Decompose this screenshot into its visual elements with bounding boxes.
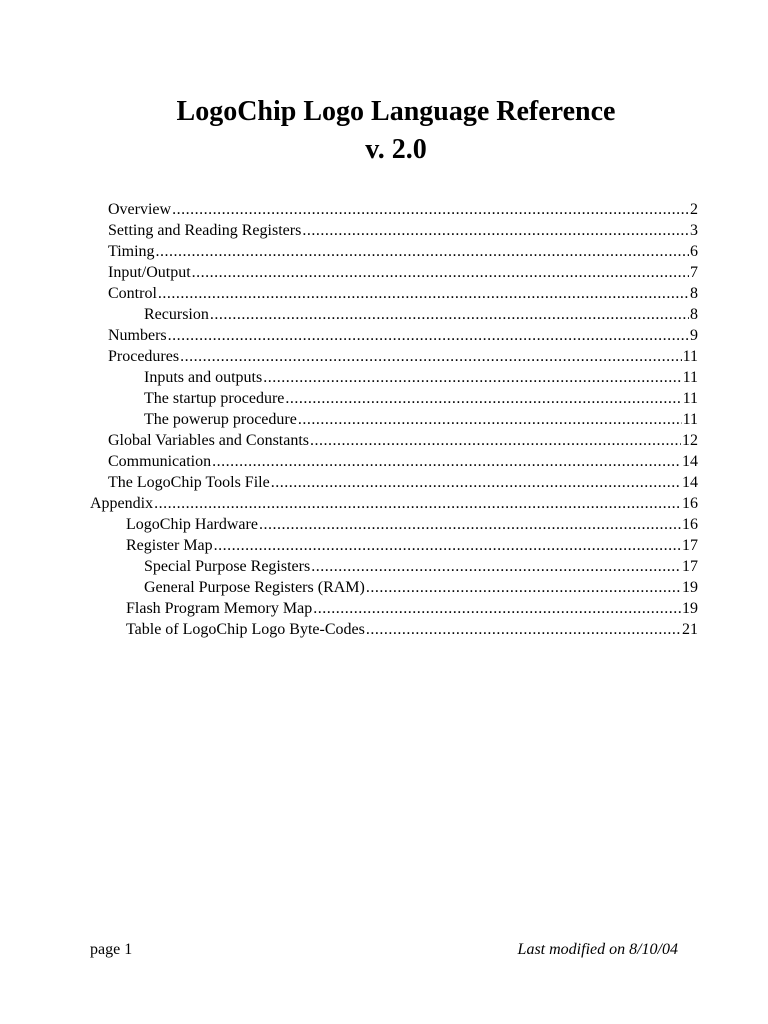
toc-leader — [210, 305, 689, 325]
toc-entry-page: 11 — [682, 369, 698, 386]
toc-leader — [214, 536, 681, 556]
last-modified: Last modified on 8/10/04 — [517, 941, 678, 958]
toc-entry-page: 8 — [690, 306, 698, 323]
toc-leader — [180, 347, 682, 367]
toc-entry-label: Numbers — [108, 327, 167, 344]
toc-entry-registers[interactable] — [108, 221, 698, 241]
toc-entry-hardware[interactable] — [126, 515, 698, 535]
toc-entry-label: Appendix — [90, 495, 154, 512]
toc-entry-register-map[interactable] — [126, 536, 698, 556]
toc-leader — [158, 284, 689, 304]
toc-entry-page: 19 — [682, 600, 698, 617]
toc-entry-tools-file[interactable] — [108, 473, 698, 493]
toc-entry-page: 21 — [682, 621, 698, 638]
toc-entry-label: Table of LogoChip Logo Byte-Codes — [126, 621, 365, 638]
toc-leader — [366, 620, 681, 640]
toc-leader — [313, 599, 681, 619]
toc-entry-page: 17 — [682, 537, 698, 554]
toc-entry-page: 17 — [682, 558, 698, 575]
toc-entry-label: Overview — [108, 201, 172, 218]
toc-entry-startup-procedure[interactable] — [144, 389, 698, 409]
toc-entry-page: 11 — [682, 390, 698, 407]
toc-leader — [212, 452, 681, 472]
toc-entry-input-output[interactable] — [108, 263, 698, 283]
toc-entry-label: Procedures — [108, 348, 180, 365]
toc-entry-general-registers[interactable] — [144, 578, 698, 598]
toc-entry-powerup-procedure[interactable] — [144, 410, 698, 430]
toc-entry-page: 8 — [690, 285, 698, 302]
toc-entry-label: The startup procedure — [144, 390, 285, 407]
toc-entry-label: The powerup procedure — [144, 411, 297, 428]
toc-entry-page: 19 — [682, 579, 698, 596]
toc-leader — [310, 431, 681, 451]
toc-entry-label: Register Map — [126, 537, 213, 554]
toc-entry-page: 9 — [690, 327, 698, 344]
toc-entry-page: 12 — [682, 432, 698, 449]
toc-entry-page: 16 — [682, 495, 698, 512]
toc-entry-page: 14 — [682, 453, 698, 470]
toc-entry-special-registers[interactable] — [144, 557, 698, 577]
toc-entry-label: Inputs and outputs — [144, 369, 263, 386]
toc-entry-label: Special Purpose Registers — [144, 558, 311, 575]
toc-entry-page: 7 — [690, 264, 698, 281]
toc-entry-overview[interactable] — [108, 200, 698, 220]
toc-entry-page: 14 — [682, 474, 698, 491]
toc-leader — [154, 494, 681, 514]
toc-leader — [192, 263, 689, 283]
toc-entry-byte-codes[interactable] — [126, 620, 698, 640]
toc-leader — [156, 242, 689, 262]
toc-leader — [285, 389, 681, 409]
toc-entry-control[interactable] — [108, 284, 698, 304]
document-version: v. 2.0 — [365, 134, 427, 165]
toc-entry-label: The LogoChip Tools File — [108, 474, 270, 491]
toc-entry-label: Recursion — [144, 306, 209, 323]
toc-entry-page: 11 — [682, 348, 698, 365]
toc-entry-flash-memory-map[interactable] — [126, 599, 698, 619]
toc-entry-label: Control — [108, 285, 157, 302]
toc-entry-label: Input/Output — [108, 264, 191, 281]
toc-entry-label: LogoChip Hardware — [126, 516, 258, 533]
toc-entry-label: Communication — [108, 453, 212, 470]
toc-entry-page: 3 — [690, 222, 698, 239]
toc-entry-numbers[interactable] — [108, 326, 698, 346]
document-title: LogoChip Logo Language Reference — [176, 96, 616, 127]
toc-leader — [168, 326, 689, 346]
toc-entry-label: Flash Program Memory Map — [126, 600, 313, 617]
toc-entry-label: Timing — [108, 243, 155, 260]
toc-entry-communication[interactable] — [108, 452, 698, 472]
toc-entry-global-variables[interactable] — [108, 431, 698, 451]
page-number: page 1 — [90, 941, 133, 958]
toc-entry-timing[interactable] — [108, 242, 698, 262]
toc-entry-page: 11 — [682, 411, 698, 428]
toc-leader — [271, 473, 681, 493]
toc-entry-inputs-outputs[interactable] — [144, 368, 698, 388]
toc-entry-page: 16 — [682, 516, 698, 533]
toc-entry-appendix[interactable] — [90, 494, 698, 514]
toc-entry-label: Global Variables and Constants — [108, 432, 310, 449]
toc-leader — [298, 410, 682, 430]
toc-leader — [263, 368, 681, 388]
toc-leader — [366, 578, 681, 598]
toc-entry-procedures[interactable] — [108, 347, 698, 367]
toc-entry-page: 2 — [690, 201, 698, 218]
toc-leader — [311, 557, 681, 577]
toc-entry-recursion[interactable] — [144, 305, 698, 325]
toc-leader — [172, 200, 689, 220]
toc-entry-page: 6 — [690, 243, 698, 260]
toc-entry-label: General Purpose Registers (RAM) — [144, 579, 365, 596]
toc-entry-label: Setting and Reading Registers — [108, 222, 302, 239]
toc-leader — [259, 515, 681, 535]
toc-leader — [302, 221, 689, 241]
